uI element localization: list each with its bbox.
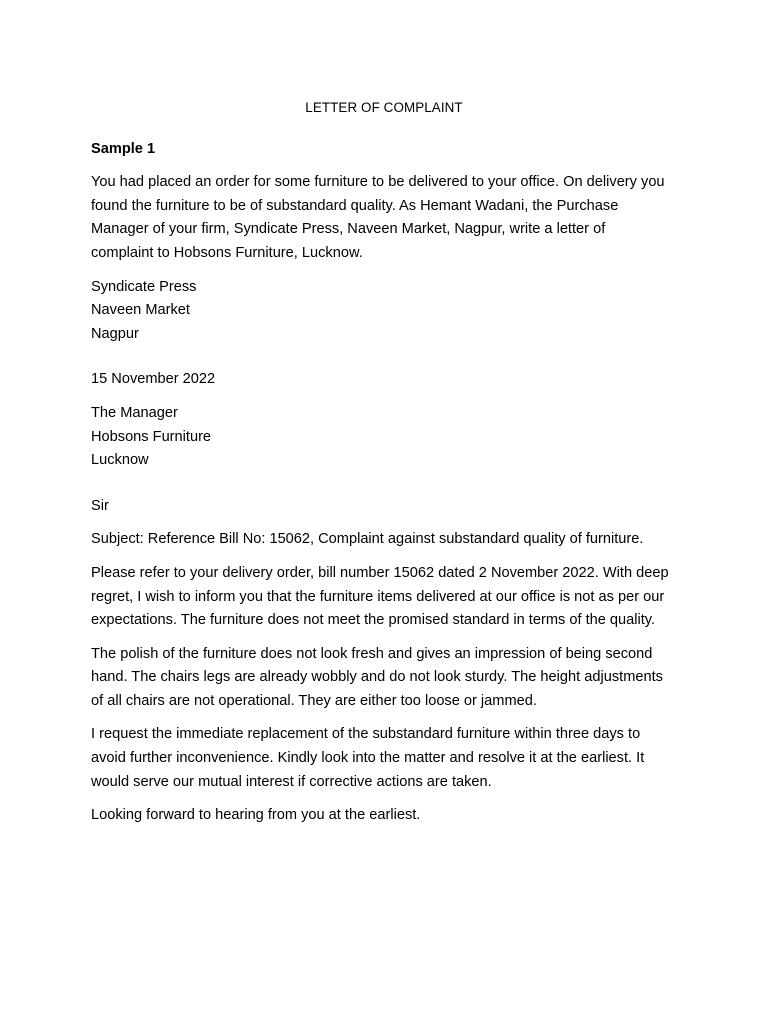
closing-paragraph: Looking forward to hearing from you at the earliest. xyxy=(91,807,421,824)
body-paragraph: I request the immediate replacement of the substandard furniture within three days to avoid further inconvenience. Kindly look into the matter and resolve it at the earliest. It would serve our mutual interest if corrective actions are taken. xyxy=(91,726,645,790)
receiver-address xyxy=(91,402,671,473)
receiver-address-line: The Manager xyxy=(91,404,178,421)
sample-label: Sample 1 xyxy=(91,140,156,157)
letter-document xyxy=(91,96,671,838)
body-paragraph: Please refer to your delivery order, bill number 15062 dated 2 November 2022. With deep regret, I wish to inform you that the furniture items delivered at our office is not as per our expectations. The furniture does not meet the promised standard in terms of the quality. xyxy=(91,564,669,629)
salutation: Sir xyxy=(91,497,109,514)
receiver-address-line: Hobsons Furniture xyxy=(91,428,212,445)
receiver-address-line: Lucknow xyxy=(91,452,149,469)
prompt-paragraph: You had placed an order for some furniture to be delivered to your office. On delivery you found the furniture to be of substandard quality. As Hemant Wadani, the Purchase Manager of your firm, Syndicate Press, Naveen Market, Nagpur, write a letter of complaint to Hobsons Furniture, Lucknow. xyxy=(91,174,665,261)
sender-address xyxy=(91,276,671,347)
sender-address-line: Syndicate Press xyxy=(91,278,197,295)
sender-address-line: Naveen Market xyxy=(91,302,190,319)
subject-line: Subject: Reference Bill No: 15062, Complaint against substandard quality of furniture. xyxy=(91,531,644,548)
sender-address-line: Nagpur xyxy=(91,325,139,342)
body-paragraph: The polish of the furniture does not look fresh and gives an impression of being second hand. The chairs legs are already wobbly and do not look sturdy. The height adjustments of all chairs are not operational. They are either too loose or jammed. xyxy=(91,645,663,709)
document-title: LETTER OF COMPLAINT xyxy=(305,100,463,115)
letter-date: 15 November 2022 xyxy=(91,371,216,388)
